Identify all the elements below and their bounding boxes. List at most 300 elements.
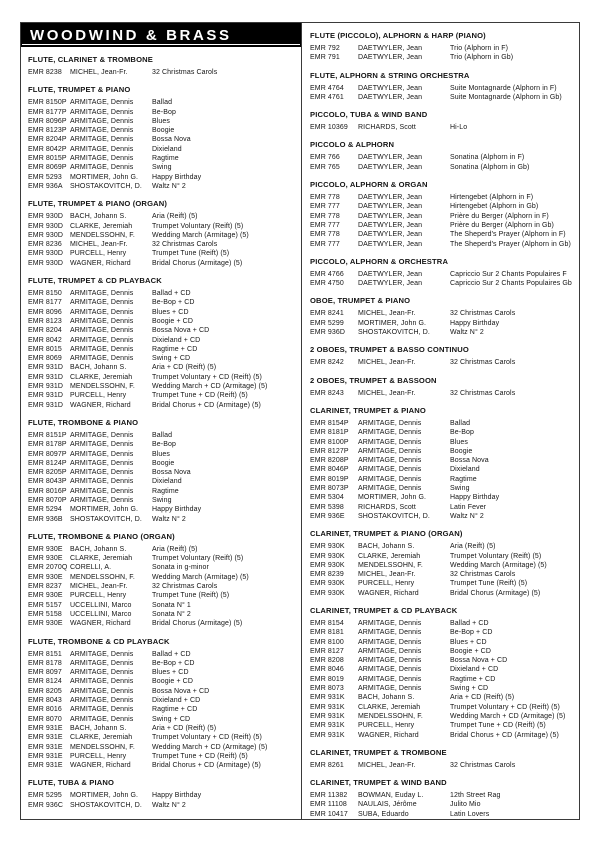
catalog-entry-row xyxy=(28,659,298,668)
catalog-entry-row xyxy=(28,289,298,298)
entry-title: Dixieland + CD xyxy=(152,697,201,705)
entry-composer: MICHEL, Jean-Fr. xyxy=(358,571,416,579)
catalog-entry-row xyxy=(28,610,298,619)
entry-title: Ballad xyxy=(450,419,471,427)
entry-title: Aria (Reift) (5) xyxy=(152,545,198,553)
entry-number: EMR 8100 xyxy=(310,638,344,646)
entry-number: EMR 8069P xyxy=(28,164,67,172)
entry-number: EMR 8204P xyxy=(28,136,67,144)
entry-number: EMR 936C xyxy=(28,801,64,809)
entry-composer: ARMITAGE, Dennis xyxy=(358,647,422,655)
entry-composer: MORTIMER, John G. xyxy=(70,173,139,181)
catalog-section xyxy=(310,140,576,172)
catalog-entry-row xyxy=(28,231,298,240)
entry-number: EMR 930D xyxy=(28,222,64,230)
entry-title: Aria + CD (Reift) (5) xyxy=(152,364,217,372)
entry-title: Bossa Nova + CD xyxy=(152,687,210,695)
entry-number: EMR 8096 xyxy=(28,308,62,316)
catalog-entry-row xyxy=(310,619,576,628)
entry-composer: ARMITAGE, Dennis xyxy=(358,629,422,637)
entry-composer: MICHEL, Jean-Fr. xyxy=(358,359,416,367)
entry-title: Aria + CD (Reift) (5) xyxy=(152,724,217,732)
entry-title: Prière du Berger (Alphorn in Gb) xyxy=(450,221,554,229)
entry-title: Hi-Lo xyxy=(450,124,468,132)
entry-number: EMR 931K xyxy=(310,722,345,730)
entry-number: EMR 8151P xyxy=(28,431,67,439)
entry-composer: ARMITAGE, Dennis xyxy=(70,678,134,686)
catalog-entry-row xyxy=(28,715,298,724)
catalog-entry-row xyxy=(28,163,298,172)
entry-composer: DAETWYLER, Jean xyxy=(358,154,423,162)
entry-number: EMR 8243 xyxy=(310,389,344,397)
entry-number: EMR 8070 xyxy=(28,715,62,723)
entry-composer: PURCELL, Henry xyxy=(70,752,127,760)
catalog-entry-row xyxy=(28,108,298,117)
entry-composer: DAETWYLER, Jean xyxy=(358,280,423,288)
entry-composer: ARMITAGE, Dennis xyxy=(70,706,134,714)
entry-number: EMR 8181 xyxy=(310,629,344,637)
entry-title: Bossa Nova xyxy=(152,469,191,477)
entry-composer: PURCELL, Henry xyxy=(70,250,127,258)
entry-number: EMR 8042P xyxy=(28,145,67,153)
catalog-entry-row xyxy=(310,512,576,521)
catalog-entry-row xyxy=(28,619,298,628)
section-heading: FLUTE, TUBA & PIANO xyxy=(28,778,115,788)
entry-composer: DAETWYLER, Jean xyxy=(358,203,423,211)
entry-number: EMR 5158 xyxy=(28,610,62,618)
entry-composer: WAGNER, Richard xyxy=(358,731,419,739)
entry-composer: MORTIMER, John G. xyxy=(358,494,427,502)
entry-number: EMR 930E xyxy=(28,555,63,563)
catalog-entry-row xyxy=(28,249,298,258)
catalog-entry-row xyxy=(310,484,576,493)
catalog-entry-row xyxy=(28,601,298,610)
catalog-entry-row xyxy=(28,135,298,144)
entry-composer: ARMITAGE, Dennis xyxy=(70,715,134,723)
entry-number: EMR 930D xyxy=(28,259,64,267)
catalog-entry-row xyxy=(310,465,576,474)
entry-composer: BACH, Johann S. xyxy=(70,364,127,372)
entry-composer: CLARKE, Jeremiah xyxy=(70,555,133,563)
entry-composer: ARMITAGE, Dennis xyxy=(358,666,422,674)
catalog-entry-row xyxy=(310,712,576,721)
section-heading: FLUTE, TRUMPET & PIANO xyxy=(28,85,131,95)
entry-number: EMR 931K xyxy=(310,731,345,739)
entry-number: EMR 777 xyxy=(310,221,340,229)
entry-composer: ARMITAGE, Dennis xyxy=(70,317,134,325)
entry-number: EMR 8123P xyxy=(28,127,67,135)
entry-title: Sonatina (Alphorn in F) xyxy=(450,154,525,162)
catalog-page xyxy=(20,22,580,820)
entry-composer: MICHEL, Jean-Fr. xyxy=(358,389,416,397)
entry-composer: SHOSTAKOVITCH, D. xyxy=(358,329,430,337)
entry-title: Sonatina (Alphorn in Gb) xyxy=(450,163,530,171)
catalog-entry-row xyxy=(310,84,576,93)
catalog-entry-row xyxy=(310,230,576,239)
entry-composer: MICHEL, Jean-Fr. xyxy=(358,761,416,769)
entry-number: EMR 8154 xyxy=(310,619,344,627)
catalog-entry-row xyxy=(28,496,298,505)
entry-title: Ragtime xyxy=(450,475,477,483)
entry-number: EMR 5299 xyxy=(310,319,344,327)
entry-composer: WAGNER, Richard xyxy=(358,589,419,597)
catalog-entry-row xyxy=(28,373,298,382)
entry-title: Waltz N° 2 xyxy=(152,182,186,190)
entry-composer: ARMITAGE, Dennis xyxy=(70,355,134,363)
entry-title: Ragtime xyxy=(152,487,179,495)
entry-title: Swing + CD xyxy=(152,715,191,723)
entry-number: EMR 930D xyxy=(28,213,64,221)
entry-composer: ARMITAGE, Dennis xyxy=(70,345,134,353)
entry-number: EMR 4761 xyxy=(310,93,344,101)
entry-title: Capriccio Sur 2 Chants Populaires F xyxy=(450,270,567,278)
section-heading: FLUTE, ALPHORN & STRING ORCHESTRA xyxy=(310,70,470,80)
catalog-entry-row xyxy=(310,389,576,398)
entry-number: EMR 778 xyxy=(310,212,340,220)
entry-title: Prière du Berger (Alphorn in F) xyxy=(450,212,549,220)
entry-number: EMR 930K xyxy=(310,589,345,597)
catalog-entry-row xyxy=(28,761,298,770)
entry-title: Aria + CD (Reift) (5) xyxy=(450,694,515,702)
catalog-entry-row xyxy=(28,487,298,496)
entry-composer: MENDELSSOHN, F. xyxy=(70,383,135,391)
entry-composer: DAETWYLER, Jean xyxy=(358,45,423,52)
catalog-entry-row xyxy=(310,628,576,637)
entry-number: EMR 765 xyxy=(310,163,340,171)
entry-composer: MENDELSSOHN, F. xyxy=(358,561,423,569)
entry-title: Boogie xyxy=(152,459,175,467)
section-heading: OBOE, TRUMPET & PIANO xyxy=(310,296,411,306)
catalog-entry-row xyxy=(310,221,576,230)
entry-title: Boogie + CD xyxy=(450,647,491,655)
catalog-entry-row xyxy=(28,705,298,714)
entry-composer: ARMITAGE, Dennis xyxy=(358,475,422,483)
entry-title: Sonata N° 1 xyxy=(152,601,191,609)
catalog-entry-row xyxy=(28,240,298,249)
catalog-entry-row xyxy=(28,308,298,317)
section-heading: CLARINET, TRUMPET & PIANO xyxy=(310,405,426,415)
entry-composer: ARMITAGE, Dennis xyxy=(70,155,134,163)
entry-title: Hirtengebet (Alphorn in F) xyxy=(450,194,534,202)
entry-title: Dixieland + CD xyxy=(152,336,201,344)
entry-title: Trumpet Tune + CD (Reift) (5) xyxy=(152,392,248,400)
catalog-section xyxy=(310,778,576,819)
entry-number: EMR 8242 xyxy=(310,359,344,367)
entry-number: EMR 4766 xyxy=(310,270,344,278)
entry-title: 32 Christmas Carols xyxy=(152,583,218,591)
section-heading: CLARINET, TRUMPET & CD PLAYBACK xyxy=(310,605,458,615)
entry-title: Trumpet Voluntary (Reift) (5) xyxy=(152,555,244,563)
entry-title: Be-Bop + CD xyxy=(450,629,493,637)
entry-title: Bridal Chorus (Armitage) (5) xyxy=(152,620,243,628)
entry-composer: ARMITAGE, Dennis xyxy=(70,469,134,477)
entry-number: EMR 8046P xyxy=(310,466,349,474)
entry-number: EMR 931E xyxy=(28,762,63,770)
entry-number: EMR 2070Q xyxy=(28,564,68,572)
entry-number: EMR 11108 xyxy=(310,801,347,809)
entry-composer: NAULAIS, Jérôme xyxy=(358,801,417,809)
entry-number: EMR 931K xyxy=(310,712,345,720)
entry-number: EMR 8043P xyxy=(28,478,67,486)
entry-title: Bridal Chorus + CD (Armitage) (5) xyxy=(450,731,559,739)
catalog-entry-row xyxy=(28,98,298,107)
catalog-entry-row xyxy=(28,317,298,326)
entry-title: Ragtime + CD xyxy=(450,675,496,683)
entry-composer: CORELLI, A. xyxy=(70,564,112,572)
catalog-entry-row xyxy=(310,438,576,447)
entry-composer: CLARKE, Jeremiah xyxy=(70,222,133,230)
entry-number: EMR 778 xyxy=(310,231,340,239)
entry-title: Swing xyxy=(152,164,172,172)
catalog-entry-row xyxy=(310,693,576,702)
entry-title: Wedding March + CD (Armitage) (5) xyxy=(450,712,566,720)
entry-number: EMR 10369 xyxy=(310,124,348,132)
entry-title: Sonata in g-minor xyxy=(152,564,209,572)
section-heading: FLUTE (PICCOLO), ALPHORN & HARP (PIANO) xyxy=(310,31,486,40)
entry-title: Swing + CD xyxy=(152,355,191,363)
entry-composer: DAETWYLER, Jean xyxy=(358,163,423,171)
entry-composer: ARMITAGE, Dennis xyxy=(70,431,134,439)
entry-composer: RICHARDS, Scott xyxy=(358,503,416,511)
entry-title: Bossa Nova + CD xyxy=(152,327,210,335)
entry-title: 32 Christmas Carols xyxy=(450,310,516,318)
entry-composer: MENDELSSOHN, F. xyxy=(70,743,135,751)
entry-number: EMR 8073 xyxy=(310,685,344,693)
entry-number: EMR 8208 xyxy=(310,657,344,665)
entry-number: EMR 5294 xyxy=(28,506,62,514)
catalog-entry-row xyxy=(310,493,576,502)
entry-number: EMR 777 xyxy=(310,203,340,211)
catalog-entry-row xyxy=(310,93,576,102)
catalog-section xyxy=(310,376,576,398)
entry-title: Waltz N° 2 xyxy=(450,512,484,520)
catalog-entry-row xyxy=(310,419,576,428)
entry-composer: CLARKE, Jeremiah xyxy=(358,703,421,711)
entry-title: 32 Christmas Carols xyxy=(450,571,516,579)
catalog-entry-row xyxy=(310,240,576,249)
entry-composer: ARMITAGE, Dennis xyxy=(70,659,134,667)
catalog-section xyxy=(310,180,576,249)
entry-number: EMR 778 xyxy=(310,194,340,202)
catalog-section xyxy=(28,778,298,810)
catalog-entry-row xyxy=(28,801,298,810)
entry-title: Boogie xyxy=(450,447,473,455)
page-title-bar xyxy=(21,23,301,47)
entry-title: Trumpet Tune + CD (Reift) (5) xyxy=(450,722,546,730)
entry-number: EMR 8042 xyxy=(28,336,62,344)
catalog-entry-row xyxy=(28,791,298,800)
catalog-entry-row xyxy=(28,677,298,686)
entry-number: EMR 8177 xyxy=(28,299,62,307)
catalog-entry-row xyxy=(28,459,298,468)
catalog-entry-row xyxy=(310,123,576,132)
entry-composer: BACH, Johann S. xyxy=(70,545,127,553)
entry-composer: DAETWYLER, Jean xyxy=(358,84,423,92)
entry-composer: WAGNER, Richard xyxy=(70,259,131,267)
catalog-section xyxy=(310,71,576,103)
entry-composer: ARMITAGE, Dennis xyxy=(70,687,134,695)
entry-title: Blues xyxy=(152,450,171,458)
entry-composer: DAETWYLER, Jean xyxy=(358,54,423,62)
catalog-section xyxy=(28,637,298,771)
entry-composer: ARMITAGE, Dennis xyxy=(70,108,134,116)
entry-composer: ARMITAGE, Dennis xyxy=(70,487,134,495)
catalog-section xyxy=(28,85,298,191)
catalog-entry-row xyxy=(28,573,298,582)
entry-composer: WAGNER, Richard xyxy=(70,620,131,628)
catalog-entry-row xyxy=(28,68,298,77)
entry-composer: ARMITAGE, Dennis xyxy=(358,429,422,437)
catalog-entry-row xyxy=(28,401,298,410)
entry-number: EMR 930K xyxy=(310,552,345,560)
catalog-entry-row xyxy=(310,163,576,172)
catalog-entry-row xyxy=(310,810,576,819)
catalog-entry-row xyxy=(310,638,576,647)
entry-title: Happy Birthday xyxy=(152,173,202,181)
catalog-section xyxy=(310,110,576,132)
catalog-entry-row xyxy=(310,579,576,588)
entry-title: Wedding March (Armitage) (5) xyxy=(152,573,249,581)
entry-title: Trio (Alphorn in Gb) xyxy=(450,54,514,62)
entry-composer: ARMITAGE, Dennis xyxy=(358,657,422,665)
catalog-entry-row xyxy=(310,428,576,437)
entry-composer: BACH, Johann S. xyxy=(70,213,127,221)
entry-number: EMR 8261 xyxy=(310,761,344,769)
catalog-section xyxy=(28,55,298,77)
entry-title: Be-Bop xyxy=(152,108,176,116)
entry-title: Boogie + CD xyxy=(152,678,193,686)
entry-composer: PURCELL, Henry xyxy=(358,722,415,730)
catalog-section xyxy=(310,296,576,337)
catalog-entry-row xyxy=(28,743,298,752)
entry-title: Blues + CD xyxy=(152,308,189,316)
entry-number: EMR 766 xyxy=(310,154,340,162)
entry-title: Dixieland xyxy=(450,466,480,474)
catalog-entry-row xyxy=(310,731,576,740)
entry-title: Trumpet Voluntary (Reift) (5) xyxy=(152,222,244,230)
catalog-entry-row xyxy=(28,668,298,677)
entry-title: 32 Christmas Carols xyxy=(450,389,516,397)
entry-composer: DAETWYLER, Jean xyxy=(358,240,423,248)
entry-composer: ARMITAGE, Dennis xyxy=(70,441,134,449)
catalog-entry-row xyxy=(28,440,298,449)
entry-number: EMR 931D xyxy=(28,373,64,381)
entry-number: EMR 8073P xyxy=(310,485,349,493)
entry-number: EMR 931E xyxy=(28,734,63,742)
catalog-entry-row xyxy=(28,450,298,459)
entry-title: Swing + CD xyxy=(450,685,489,693)
entry-number: EMR 8178P xyxy=(28,441,67,449)
catalog-entry-row xyxy=(310,456,576,465)
entry-number: EMR 10417 xyxy=(310,810,348,818)
entry-title: Bridal Chorus (Armitage) (5) xyxy=(152,259,243,267)
entry-composer: ARMITAGE, Dennis xyxy=(70,327,134,335)
entry-title: 12th Street Rag xyxy=(450,792,501,800)
catalog-entry-row xyxy=(310,212,576,221)
entry-number: EMR 931K xyxy=(310,694,345,702)
entry-composer: ARMITAGE, Dennis xyxy=(358,438,422,446)
catalog-section xyxy=(310,406,576,521)
entry-number: EMR 8239 xyxy=(310,571,344,579)
page-title: WOODWIND & BRASS xyxy=(30,26,232,44)
entry-title: 32 Christmas Carols xyxy=(152,241,218,249)
catalog-entry-row xyxy=(310,53,576,62)
entry-composer: BACH, Johann S. xyxy=(70,724,127,732)
entry-title: 32 Christmas Carols xyxy=(450,761,516,769)
entry-number: EMR 930E xyxy=(28,592,63,600)
catalog-entry-row xyxy=(28,182,298,191)
entry-title: Capriccio Sur 2 Chants Populaires Gb xyxy=(450,280,572,288)
entry-composer: MENDELSSOHN, F. xyxy=(358,712,423,720)
catalog-entry-row xyxy=(310,703,576,712)
entry-title: Ragtime xyxy=(152,155,179,163)
catalog-entry-row xyxy=(28,382,298,391)
catalog-entry-row xyxy=(310,319,576,328)
entry-title: Latin Lovers xyxy=(450,810,490,818)
catalog-entry-row xyxy=(28,117,298,126)
entry-title: Dixieland xyxy=(152,145,182,153)
entry-composer: CLARKE, Jeremiah xyxy=(358,552,421,560)
entry-composer: ARMITAGE, Dennis xyxy=(358,619,422,627)
entry-title: Aria (Reift) (5) xyxy=(152,213,198,221)
entry-title: Trumpet Voluntary + CD (Reift) (5) xyxy=(152,734,262,742)
catalog-entry-row xyxy=(310,721,576,730)
entry-composer: ARMITAGE, Dennis xyxy=(70,697,134,705)
section-heading: PICCOLO, ALPHORN & ORCHESTRA xyxy=(310,256,449,266)
entry-composer: ARMITAGE, Dennis xyxy=(70,136,134,144)
entry-title: Trumpet Voluntary + CD (Reift) (5) xyxy=(450,703,560,711)
entry-number: EMR 11382 xyxy=(310,792,348,800)
entry-number: EMR 8204 xyxy=(28,327,62,335)
entry-number: EMR 8046 xyxy=(310,666,344,674)
catalog-section xyxy=(310,257,576,289)
entry-number: EMR 930K xyxy=(310,561,345,569)
entry-composer: ARMITAGE, Dennis xyxy=(70,117,134,125)
catalog-entry-row xyxy=(28,298,298,307)
entry-title: Bridal Chorus + CD (Armitage) (5) xyxy=(152,762,261,770)
catalog-section xyxy=(310,31,576,63)
entry-title: Ballad + CD xyxy=(152,290,191,298)
entry-composer: UCCELLINI, Marco xyxy=(70,610,132,618)
catalog-entry-row xyxy=(28,477,298,486)
entry-composer: MORTIMER, John G. xyxy=(70,792,139,800)
entry-number: EMR 936E xyxy=(310,512,345,520)
entry-number: EMR 8016P xyxy=(28,487,67,495)
section-heading: 2 OBOES, TRUMPET & BASSO CONTINUO xyxy=(310,345,469,355)
catalog-entry-row xyxy=(28,212,298,221)
entry-composer: ARMITAGE, Dennis xyxy=(70,459,134,467)
entry-title: Trumpet Voluntary + CD (Reift) (5) xyxy=(152,373,262,381)
entry-title: Aria (Reift) (5) xyxy=(450,543,496,551)
section-heading: CLARINET, TRUMPET & WIND BAND xyxy=(310,778,447,788)
catalog-entry-row xyxy=(28,326,298,335)
catalog-entry-row xyxy=(28,468,298,477)
section-heading: CLARINET, TRUMPET & PIANO (ORGAN) xyxy=(310,529,463,539)
entry-composer: RICHARDS, Scott xyxy=(358,124,416,132)
entry-title: Wedding March + CD (Armitage) (5) xyxy=(152,743,268,751)
entry-number: EMR 8127P xyxy=(310,447,349,455)
entry-number: EMR 8178 xyxy=(28,659,62,667)
entry-title: Waltz N° 2 xyxy=(152,801,186,809)
entry-number: EMR 8016 xyxy=(28,706,62,714)
catalog-section xyxy=(310,606,576,740)
catalog-entry-row xyxy=(310,503,576,512)
entry-number: EMR 8154P xyxy=(310,419,349,427)
entry-number: EMR 8019 xyxy=(310,675,344,683)
entry-title: Happy Birthday xyxy=(152,792,202,800)
catalog-entry-row xyxy=(310,684,576,693)
entry-composer: ARMITAGE, Dennis xyxy=(70,164,134,172)
